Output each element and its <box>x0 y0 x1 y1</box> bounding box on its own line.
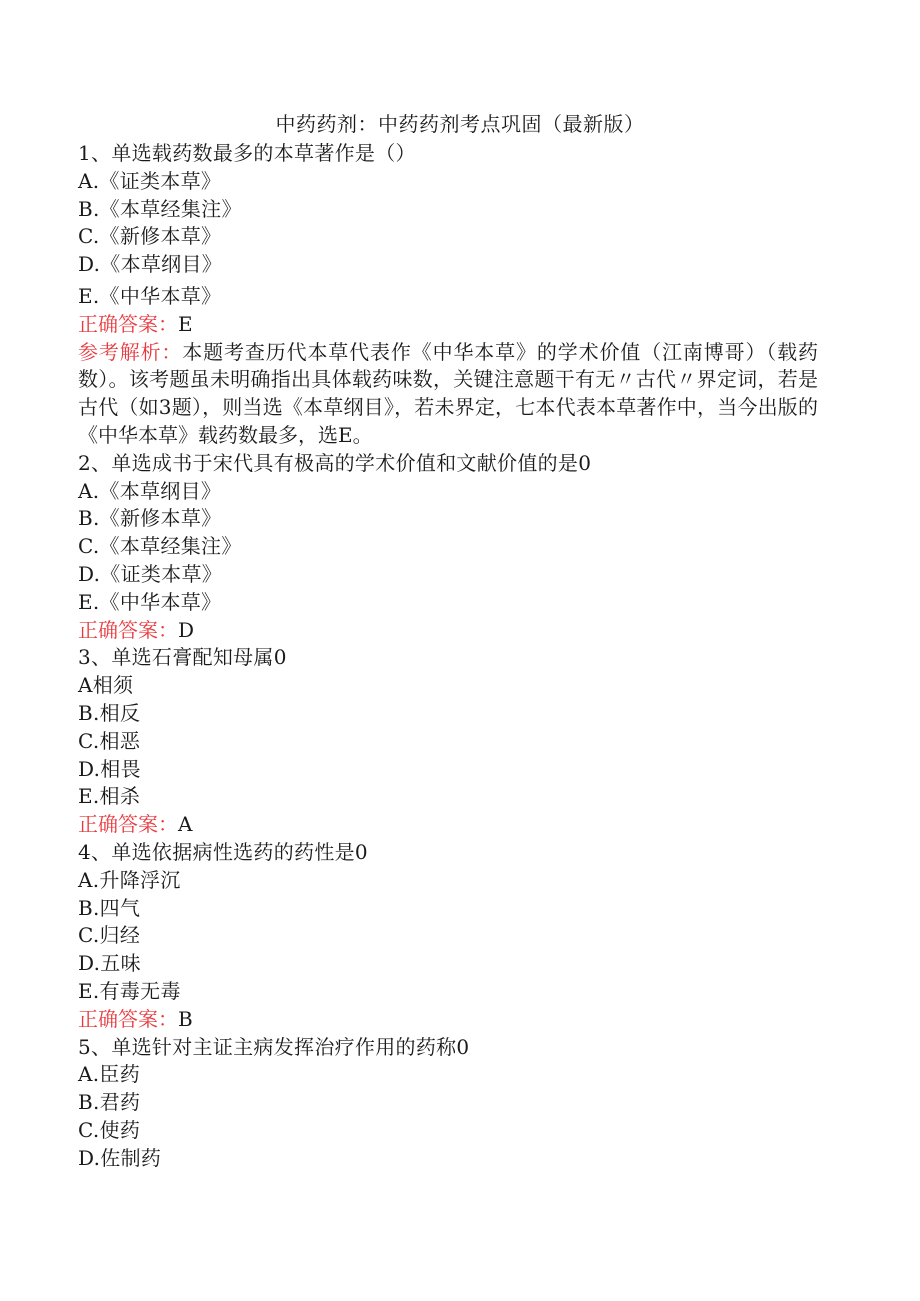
answer-row <box>78 811 818 839</box>
option-item: D.《证类本草》 <box>78 561 223 586</box>
answer-label: 正确答案： <box>78 617 178 642</box>
option-item: D.佐制药 <box>78 1145 162 1170</box>
question-stem: 4、单选依据病性选药的药性是0 <box>78 839 368 864</box>
option-item: A相须 <box>78 673 134 698</box>
option-item: B.《本草经集注》 <box>78 196 242 221</box>
question-block <box>78 644 818 839</box>
answer-label: 正确答案： <box>78 1006 178 1031</box>
answer-label: 正确答案： <box>78 812 178 837</box>
option-item: B.《新修本草》 <box>78 506 222 531</box>
document-body <box>78 140 818 1172</box>
option-item: A.臣药 <box>78 1062 141 1087</box>
option-item: D.相畏 <box>78 756 141 781</box>
option-item: B.四气 <box>78 895 141 920</box>
option-item: E.相杀 <box>78 784 141 809</box>
option-item: D.五味 <box>78 951 141 976</box>
option-item: E.有毒无毒 <box>78 978 181 1003</box>
option-item: A.《证类本草》 <box>78 168 222 193</box>
answer-value: B <box>178 1006 193 1031</box>
option-item: C.相恶 <box>78 728 141 753</box>
option-item: E.《中华本草》 <box>78 283 222 308</box>
question-block <box>78 450 818 645</box>
answer-value: E <box>178 311 193 336</box>
option-item: A.《本草纲目》 <box>78 478 222 503</box>
question-block <box>78 140 818 450</box>
explanation-text: 本题考查历代本草代表作《中华本草》的学术价值（江南博哥）（载药数）。该考题虽未明确指出具体载药味数，关键注意题干有无〃古代〃界定词，若是古代（如3题），则当选《本草纲目》，若未界定，七本代表本草著作中，当今出版的《中华本草》载药数最多，选E。 <box>78 339 819 447</box>
answer-row <box>78 311 818 339</box>
option-item: C.使药 <box>78 1117 141 1142</box>
document-title: 中药药剂：中药药剂考点巩固（最新版） <box>275 112 645 136</box>
explanation-label: 参考解析： <box>78 339 183 364</box>
option-item: C.《本草经集注》 <box>78 534 242 559</box>
question-block <box>78 839 818 1034</box>
question-stem: 2、单选成书于宋代具有极高的学术价值和文献价值的是0 <box>78 450 592 475</box>
question-stem: 1、单选载药数最多的本草著作是（） <box>78 141 416 165</box>
option-item: D.《本草纲目》 <box>78 252 223 277</box>
option-item: C.归经 <box>78 923 141 948</box>
answer-value: D <box>178 617 195 642</box>
answer-label: 正确答案： <box>78 311 178 336</box>
answer-row <box>78 617 818 645</box>
question-block <box>78 1034 818 1173</box>
option-item: B.相反 <box>78 700 141 725</box>
answer-row <box>78 1006 818 1034</box>
explanation <box>78 339 818 450</box>
question-stem: 5、单选针对主证主病发挥治疗作用的药称0 <box>78 1034 470 1059</box>
option-item: A.升降浮沉 <box>78 867 181 892</box>
option-item: E.《中华本草》 <box>78 589 222 614</box>
option-item: B.君药 <box>78 1090 141 1115</box>
question-stem: 3、单选石膏配知母属0 <box>78 645 287 670</box>
option-item: C.《新修本草》 <box>78 224 222 249</box>
answer-value: A <box>178 812 193 837</box>
